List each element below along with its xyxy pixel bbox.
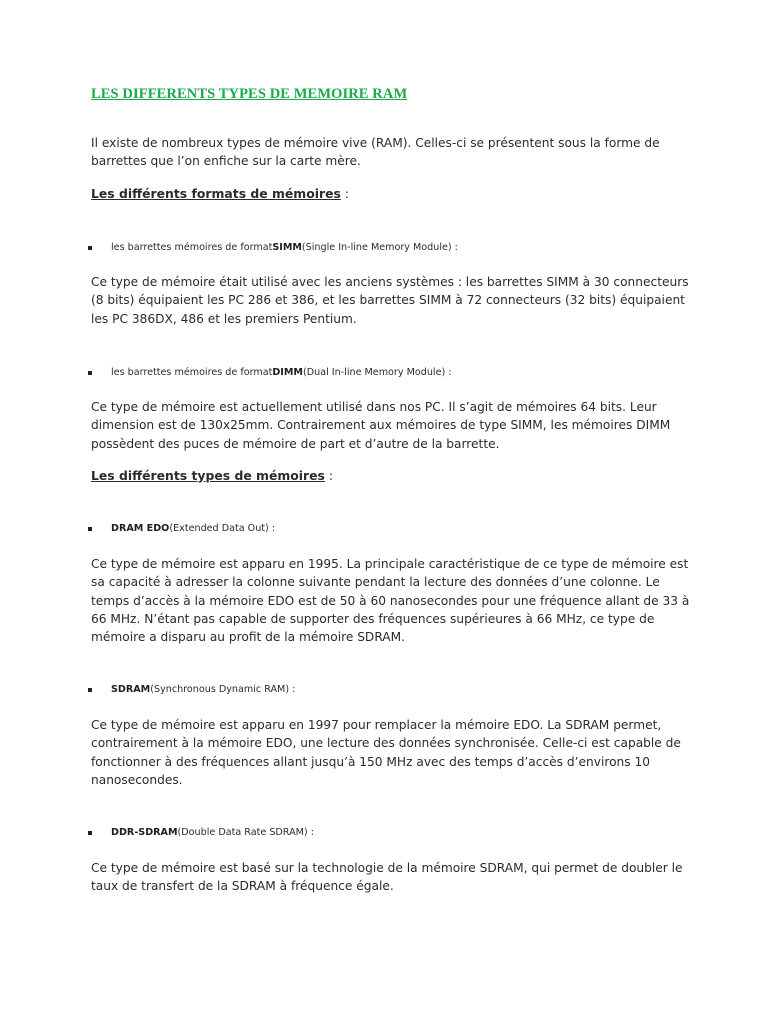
simm-paragraph: Ce type de mémoire était utilisé avec les anciens systèmes : les barrettes SIMM à 30 connecteurs (8 bits) équipaient les PC 286 et 386, et les barrettes SIMM à 72 connecteurs (32 bits) équipaient les PC 386DX, 486 et les premiers Pentium.: [91, 275, 689, 326]
formats-heading: [91, 186, 349, 201]
bullet-dimm: [88, 367, 452, 378]
bullet-sdram: [88, 684, 295, 695]
sdram-bullet-after: (Synchronous Dynamic RAM) :: [150, 684, 296, 695]
ddr-paragraph: Ce type de mémoire est basé sur la technologie de la mémoire SDRAM, qui permet de doubler le taux de transfert de la SDRAM à fréquence égale.: [91, 861, 683, 894]
bullet-simm: [88, 242, 458, 253]
edo-bullet-after: (Extended Data Out) :: [169, 523, 276, 534]
simm-bullet-name: SIMM: [272, 242, 302, 253]
dimm-bullet-before: les barrettes mémoires de format: [111, 367, 273, 378]
bullet-marker: [88, 527, 92, 531]
bullet-marker: [88, 371, 92, 375]
dimm-bullet-name: DIMM: [272, 367, 303, 378]
types-heading-text: Les différents types de mémoires: [91, 468, 325, 483]
bullet-dram-edo: [88, 523, 275, 534]
edo-bullet-name: DRAM EDO: [111, 523, 170, 534]
edo-paragraph: Ce type de mémoire est apparu en 1995. La principale caractéristique de ce type de mémoire est sa capacité à adresser la colonne suivante pendant la lecture des données d’une colonne. Le temps d’accès à la mémoire EDO est de 50 à 60 nanosecondes pour une fréquence allant de 33 à 66 MHz. N’étant pas capable de supporter des fréquences supérieures à 66 MHz, ce type de mémoire a disparu au profit de la mémoire SDRAM.: [91, 557, 690, 645]
formats-heading-text: Les différents formats de mémoires: [91, 186, 341, 201]
bullet-marker: [88, 688, 92, 692]
document-title: LES DIFFERENTS TYPES DE MEMOIRE RAM: [91, 86, 408, 102]
formats-heading-colon: :: [340, 186, 349, 201]
simm-bullet-after: (Single In-line Memory Module) :: [301, 242, 458, 253]
ddr-bullet-after: (Double Data Rate SDRAM) :: [177, 827, 314, 838]
intro-paragraph: Il existe de nombreux types de mémoire vive (RAM). Celles-ci se présentent sous la forme de barrettes que l’on enfiche sur la carte mère.: [91, 136, 660, 169]
types-heading: [91, 468, 333, 483]
types-heading-colon: :: [324, 468, 334, 483]
bullet-marker: [88, 831, 92, 835]
dimm-paragraph: Ce type de mémoire est actuellement utilisé dans nos PC. Il s’agit de mémoires 64 bits. Leur dimension est de 130x25mm. Contrairement aux mémoires de type SIMM, les mémoires DIMM possèdent des puces de mémoire de part et d’autre de la barrette.: [91, 400, 671, 451]
bullet-ddr-sdram: [88, 827, 314, 838]
sdram-paragraph: Ce type de mémoire est apparu en 1997 pour remplacer la mémoire EDO. La SDRAM permet, contrairement à la mémoire EDO, une lecture des données synchronisée. Celle-ci est capable de fonctionner à des fréquences allant jusqu’à 150 MHz avec des temps d’accès d’environs 10 nanosecondes.: [91, 718, 681, 787]
dimm-bullet-after: (Dual In-line Memory Module) :: [302, 367, 452, 378]
sdram-bullet-name: SDRAM: [111, 684, 151, 695]
ddr-bullet-name: DDR-SDRAM: [111, 827, 178, 838]
simm-bullet-before: les barrettes mémoires de format: [111, 242, 273, 253]
bullet-marker: [88, 246, 92, 250]
